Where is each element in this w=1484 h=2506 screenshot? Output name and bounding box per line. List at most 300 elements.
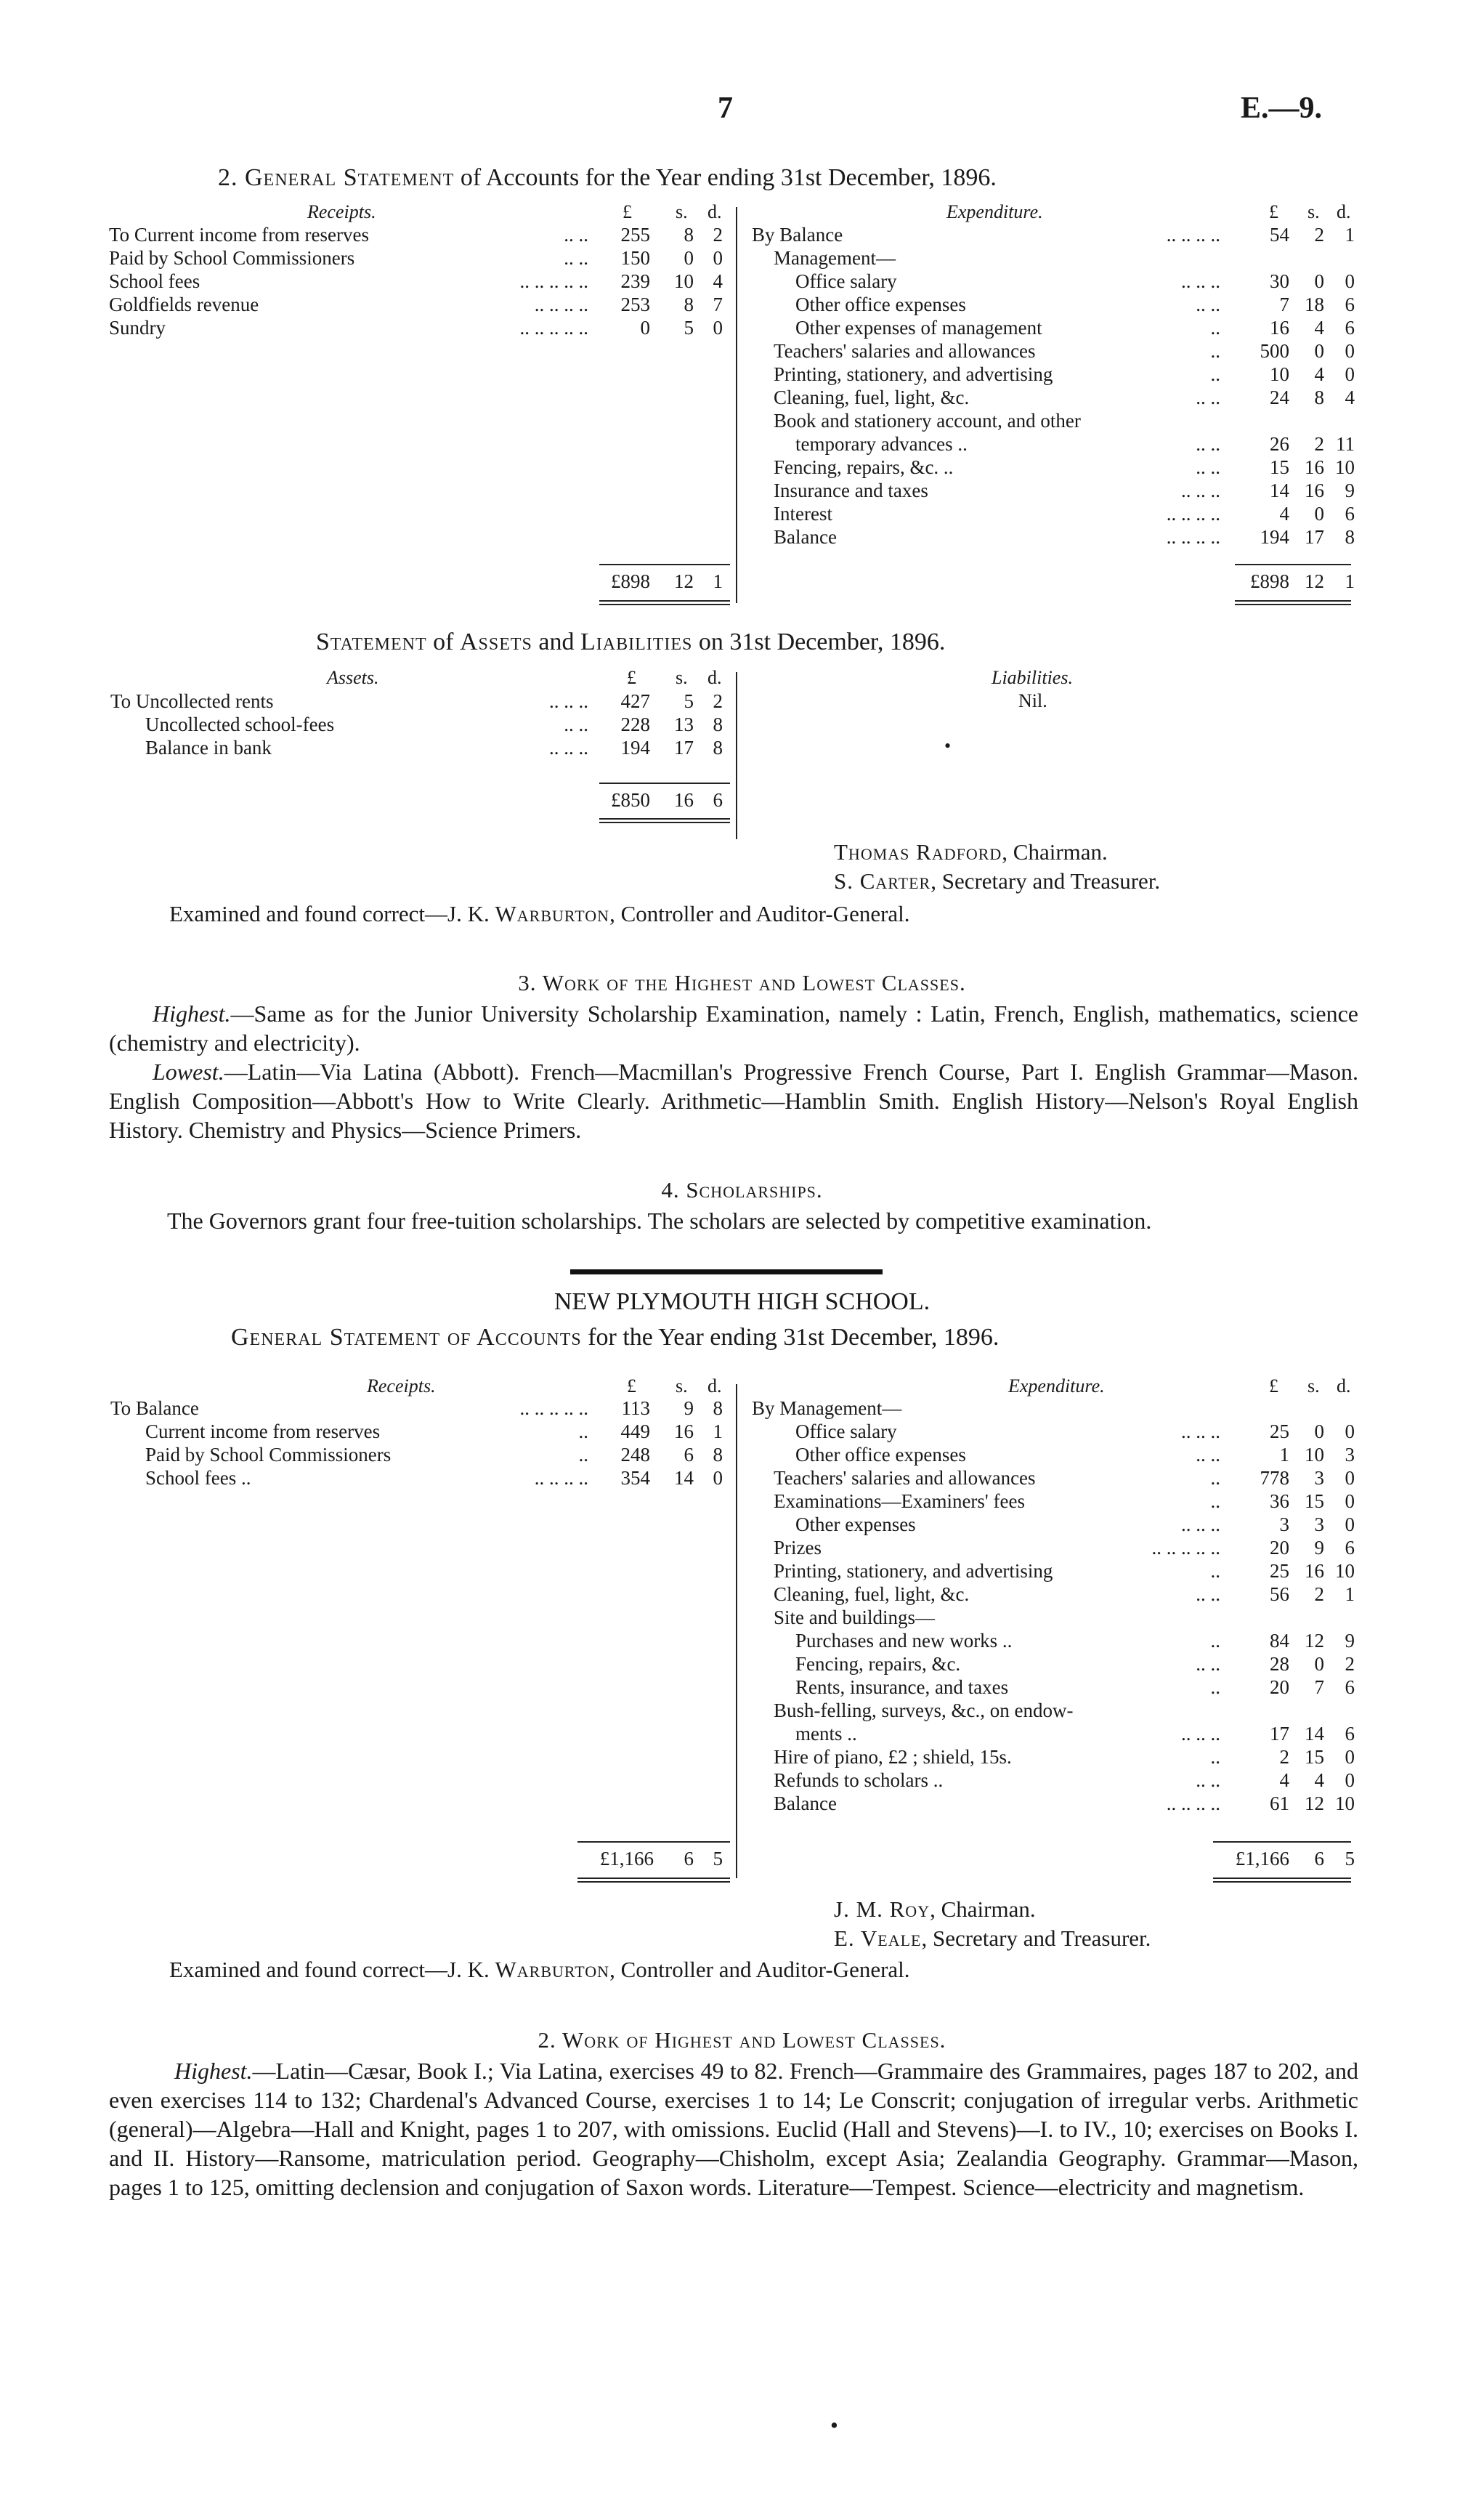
row-label: Paid by School Commissioners [109,247,355,269]
title-part: General Statement of Accounts [231,1324,582,1351]
amount-shillings: 5 [684,317,694,339]
amount-pence: 6 [1345,294,1355,315]
liabilities-value: Nil. [1018,690,1047,711]
currency-pound: £ [627,1375,636,1397]
amount-shillings: 6 [684,1444,694,1466]
leader-dots: .. [1210,1490,1220,1512]
amount-pounds: 56 [1270,1583,1289,1605]
amount-shillings: 17 [674,737,694,759]
amount-shillings: 8 [684,294,694,315]
amount-shillings: 10 [1305,1444,1324,1466]
column-divider [736,672,737,839]
expenditure-heading: Expenditure. [946,201,1043,222]
row-label: Examinations—Examiners' fees [774,1490,1026,1512]
amount-shillings: 4 [1314,317,1324,339]
row-label: Uncollected school-fees [145,714,335,735]
row-label: Sundry [109,317,166,339]
amount-shillings: 8 [684,224,694,246]
amount-pounds: 150 [620,247,650,269]
secretary-name: E. Veale [834,1925,922,1951]
total-pence: 1 [713,570,723,592]
amount-pounds: 3 [1279,1513,1289,1535]
amount-shillings: 4 [1314,1769,1324,1791]
amount-pence: 0 [713,1467,723,1489]
amount-shillings: 2 [1314,224,1324,246]
title-part: for the Year ending 31st December, 1896. [588,1324,1000,1351]
leader-dots: .. .. [1196,433,1220,455]
amount-shillings: 5 [684,690,694,712]
leader-dots: .. .. .. [1181,1513,1220,1535]
leader-dots: .. .. .. .. [1166,503,1220,525]
total-rule [599,564,730,565]
row-label: Printing, stationery, and advertising [774,1560,1053,1582]
section-title: 4. Scholarships. [661,1177,823,1203]
amount-pounds: 4 [1279,503,1289,525]
amount-shillings: 3 [1314,1467,1324,1489]
amount-shillings: 17 [1305,526,1324,548]
lowest-paragraph [109,1057,1358,1144]
row-label: Balance [774,526,837,548]
row-label: Balance [774,1792,837,1814]
currency-pound: £ [1269,1375,1278,1397]
total-pounds: £850 [611,789,650,811]
row-label: Goldfields revenue [109,294,259,315]
leader-dots: .. .. .. [1181,270,1220,292]
amount-pence: 0 [1345,340,1355,362]
amount-pounds: 54 [1270,224,1289,246]
leader-dots: .. .. .. .. .. [1151,1537,1220,1559]
row-label: Office salary [795,270,897,292]
amount-pence: 0 [713,317,723,339]
stray-dot: • [944,735,952,756]
footer-mark: • [830,2412,838,2438]
document-code: E.—9. [1241,92,1323,125]
total-shillings: 6 [684,1848,694,1870]
total-shillings: 16 [674,789,694,811]
assets-heading: Assets. [327,667,379,688]
amount-pence: 6 [1345,1723,1355,1745]
auditor-name: Warburton [495,901,610,926]
row-label: Bush-felling, surveys, &c., on endow- [774,1699,1074,1721]
amount-pounds: 26 [1270,433,1289,455]
leader-dots: .. .. .. [1181,1723,1220,1745]
row-label: By Balance [752,224,843,246]
row-label: School fees .. [145,1467,251,1489]
auditor-prefix: Examined and found correct—J. K. [169,1957,490,1982]
leader-dots: .. .. .. [549,690,588,712]
amount-pounds: 778 [1260,1467,1289,1489]
currency-pence: d. [1337,201,1351,222]
section-title [231,1324,999,1351]
auditor-note [169,901,910,927]
auditor-suffix: , Controller and Auditor-General. [609,1957,910,1982]
amount-pence: 0 [713,247,723,269]
amount-pounds: 20 [1270,1537,1289,1559]
amount-shillings: 7 [1314,1676,1324,1698]
row-label: To Balance [110,1397,199,1419]
currency-shilling: s. [676,201,688,222]
total-rule [577,1841,730,1843]
currency-pound: £ [1269,201,1278,222]
amount-pence: 0 [1345,1467,1355,1489]
leader-dots: .. [1210,1467,1220,1489]
amount-pounds: 194 [1260,526,1289,548]
amount-pounds: 17 [1270,1723,1289,1745]
double-rule [1235,600,1351,605]
amount-pence: 6 [1345,503,1355,525]
amount-pence: 8 [713,1444,723,1466]
currency-pence: d. [707,667,722,688]
total-pence: 6 [713,789,723,811]
double-rule [577,1878,730,1883]
amount-pounds: 255 [620,224,650,246]
amount-shillings: 16 [1305,480,1324,501]
row-label: Office salary [795,1420,897,1442]
secretary-name: S. Carter [834,868,931,894]
row-label: Current income from reserves [145,1420,381,1442]
total-pounds: £898 [1250,570,1289,592]
amount-shillings: 0 [1314,1420,1324,1442]
total-pounds: £1,166 [1235,1848,1289,1870]
currency-pound: £ [623,201,632,222]
amount-pounds: 25 [1270,1560,1289,1582]
chairman-name: Thomas Radford [834,839,1002,865]
highest-paragraph [109,2056,1358,2202]
amount-shillings: 12 [1305,1630,1324,1652]
amount-pence: 9 [1345,480,1355,501]
amount-pounds: 24 [1270,387,1289,408]
auditor-name: Warburton [495,1957,610,1982]
amount-shillings: 18 [1305,294,1324,315]
total-shillings: 12 [674,570,694,592]
school-heading: NEW PLYMOUTH HIGH SCHOOL. [554,1288,930,1315]
amount-pounds: 4 [1279,1769,1289,1791]
paragraph-text: —Same as for the Junior University Scholarship Examination, namely : Latin, French, English, mathematics, science (chemistry and electricity). [109,1001,1358,1056]
chairman-role: , Chairman. [1002,839,1108,865]
row-label: Other office expenses [795,1444,966,1466]
amount-pence: 2 [713,224,723,246]
leader-dots: .. .. .. .. .. [519,317,588,339]
section-separator [570,1269,883,1274]
leader-dots: .. .. .. .. [1166,224,1220,246]
amount-pence: 8 [1345,526,1355,548]
leader-dots: .. .. .. .. [534,1467,588,1489]
total-pence: 1 [1345,570,1355,592]
paragraph-label: Highest. [174,2058,253,2084]
receipts-heading: Receipts. [367,1375,436,1397]
row-label: Fencing, repairs, &c. .. [774,456,954,478]
amount-pence: 8 [713,714,723,735]
leader-dots: .. .. [1196,1769,1220,1791]
amount-pence: 6 [1345,317,1355,339]
amount-shillings: 0 [1314,503,1324,525]
row-label: Printing, stationery, and advertising [774,363,1053,385]
leader-dots: .. [1210,340,1220,362]
chairman-role: , Chairman. [930,1896,1036,1922]
amount-pence: 6 [1345,1676,1355,1698]
leader-dots: .. .. .. [1181,1420,1220,1442]
secretary-signature [834,1925,1151,1952]
secretary-role: , Secretary and Treasurer. [930,868,1161,894]
amount-pence: 7 [713,294,723,315]
row-label: Insurance and taxes [774,480,928,501]
row-label: Book and stationery account, and other [774,410,1081,432]
leader-dots: .. .. [1196,294,1220,315]
amount-pence: 6 [1345,1537,1355,1559]
leader-dots: .. .. [1196,387,1220,408]
amount-pence: 0 [1345,1513,1355,1535]
amount-pounds: 10 [1270,363,1289,385]
column-divider [736,207,737,603]
currency-shilling: s. [676,1375,688,1397]
row-label: Interest [774,503,832,525]
currency-shilling: s. [1307,201,1320,222]
amount-shillings: 16 [1305,456,1324,478]
title-part: Liabilities [580,628,693,655]
row-label: Other office expenses [795,294,966,315]
section-title: 2. Work of Highest and Lowest Classes. [538,2027,946,2053]
leader-dots: .. .. .. .. .. [519,1397,588,1419]
amount-pence: 4 [1345,387,1355,408]
secretary-signature [834,868,1160,894]
amount-shillings: 15 [1305,1746,1324,1768]
leader-dots: .. .. [564,714,588,735]
row-label: Site and buildings— [774,1606,935,1628]
amount-pounds: 248 [620,1444,650,1466]
section-title: 3. Work of the Highest and Lowest Classes. [518,970,966,995]
row-label: Balance in bank [145,737,272,759]
amount-pence: 1 [713,1420,723,1442]
amount-pounds: 20 [1270,1676,1289,1698]
amount-pence: 3 [1345,1444,1355,1466]
auditor-note [169,1957,910,1983]
amount-shillings: 3 [1314,1513,1324,1535]
amount-shillings: 2 [1314,433,1324,455]
amount-pounds: 7 [1279,294,1289,315]
total-shillings: 12 [1305,570,1324,592]
amount-shillings: 16 [674,1420,694,1442]
row-label: Other expenses of management [795,317,1042,339]
amount-pounds: 16 [1270,317,1289,339]
liabilities-heading: Liabilities. [992,667,1073,688]
row-label: Paid by School Commissioners [145,1444,392,1466]
total-pounds: £1,166 [599,1848,654,1870]
row-label: Hire of piano, £2 ; shield, 15s. [774,1746,1012,1768]
amount-shillings: 12 [1305,1792,1324,1814]
row-label: Refunds to scholars .. [774,1769,944,1791]
amount-shillings: 9 [1314,1537,1324,1559]
amount-pence: 0 [1345,270,1355,292]
amount-pence: 0 [1345,1490,1355,1512]
title-part: of Accounts for the Year ending 31st December, 1896. [460,164,997,191]
secretary-role: , Secretary and Treasurer. [921,1925,1151,1951]
page-number: 7 [718,92,733,125]
amount-pence: 9 [1345,1630,1355,1652]
amount-shillings: 0 [1314,270,1324,292]
total-pounds: £898 [611,570,650,592]
row-label: To Current income from reserves [109,224,369,246]
row-label: Cleaning, fuel, light, &c. [774,387,970,408]
amount-pence: 11 [1336,433,1355,455]
amount-pence: 1 [1345,224,1355,246]
amount-pounds: 36 [1270,1490,1289,1512]
highest-paragraph [109,999,1358,1057]
title-part: and [538,628,575,655]
paragraph-label: Highest. [153,1001,231,1027]
leader-dots: .. [1210,363,1220,385]
auditor-suffix: , Controller and Auditor-General. [609,901,910,926]
total-pence: 5 [1345,1848,1355,1870]
leader-dots: .. [1210,1560,1220,1582]
amount-shillings: 16 [1305,1560,1324,1582]
amount-pounds: 1 [1279,1444,1289,1466]
amount-pounds: 354 [620,1467,650,1489]
row-label: Prizes [774,1537,822,1559]
amount-pence: 0 [1345,363,1355,385]
amount-shillings: 15 [1305,1490,1324,1512]
amount-pounds: 194 [620,737,650,759]
chairman-name: J. M. Roy [834,1896,930,1922]
leader-dots: .. .. .. .. .. [519,270,588,292]
leader-dots: .. .. .. .. [1166,1792,1220,1814]
currency-pence: d. [1337,1375,1351,1397]
row-label: Rents, insurance, and taxes [795,1676,1009,1698]
paragraph-text: —Latin—Via Latina (Abbott). French—Macmillan's Progressive French Course, Part I. English Grammar—Mason. English Composition—Abbott's How to Write Clearly. Arithmetic—Hamblin Smith. English History—Nelson's Royal English History. Chemistry and Physics—Science Primers. [109,1059,1358,1143]
leader-dots: .. .. [1196,1444,1220,1466]
amount-shillings: 0 [1314,1653,1324,1675]
amount-pounds: 14 [1270,480,1289,501]
amount-pounds: 30 [1270,270,1289,292]
total-pence: 5 [713,1848,723,1870]
amount-pounds: 61 [1270,1792,1289,1814]
amount-pence: 8 [713,737,723,759]
leader-dots: .. [1210,1676,1220,1698]
amount-shillings: 0 [1314,340,1324,362]
total-rule [1235,564,1351,565]
section-title [218,164,997,192]
amount-pence: 0 [1345,1420,1355,1442]
leader-dots: .. [1210,317,1220,339]
leader-dots: .. .. [564,247,588,269]
amount-pounds: 253 [620,294,650,315]
amount-pounds: 25 [1270,1420,1289,1442]
amount-pounds: 113 [621,1397,650,1419]
receipts-heading: Receipts. [307,201,376,222]
amount-pence: 10 [1335,1792,1355,1814]
row-label: Teachers' salaries and allowances [774,1467,1036,1489]
total-rule [1213,1841,1351,1843]
currency-pound: £ [627,667,636,688]
currency-pence: d. [707,1375,722,1397]
row-label: temporary advances .. [795,433,968,455]
row-label: Purchases and new works .. [795,1630,1013,1652]
row-label: School fees [109,270,200,292]
amount-shillings: 4 [1314,363,1324,385]
row-label: ments .. [795,1723,857,1745]
amount-pence: 8 [713,1397,723,1419]
row-label: Management— [774,247,896,269]
leader-dots: .. .. .. [549,737,588,759]
amount-pounds: 239 [620,270,650,292]
chairman-signature [834,1896,1036,1923]
amount-pounds: 500 [1260,340,1289,362]
amount-pence: 0 [1345,1769,1355,1791]
row-label: Fencing, repairs, &c. [795,1653,961,1675]
amount-shillings: 8 [1314,387,1324,408]
double-rule [599,600,730,605]
amount-pounds: 449 [620,1420,650,1442]
leader-dots: .. [1210,1746,1220,1768]
title-part: Assets [459,628,532,655]
leader-dots: .. [578,1444,588,1466]
leader-dots: .. .. [1196,1653,1220,1675]
amount-shillings: 14 [1305,1723,1324,1745]
amount-pounds: 427 [620,690,650,712]
amount-pounds: 28 [1270,1653,1289,1675]
auditor-prefix: Examined and found correct—J. K. [169,901,490,926]
leader-dots: .. [578,1420,588,1442]
double-rule [1213,1878,1351,1883]
leader-dots: .. .. [1196,456,1220,478]
amount-pence: 10 [1335,456,1355,478]
amount-pence: 2 [1345,1653,1355,1675]
double-rule [599,818,730,823]
leader-dots: .. .. [1196,1583,1220,1605]
amount-shillings: 0 [684,247,694,269]
expenditure-heading: Expenditure. [1008,1375,1105,1397]
amount-pence: 1 [1345,1583,1355,1605]
section-title [316,628,945,656]
paragraph-label: Lowest. [153,1059,224,1085]
amount-pounds: 2 [1279,1746,1289,1768]
currency-shilling: s. [676,667,688,688]
amount-pence: 0 [1345,1746,1355,1768]
total-rule [599,783,730,784]
paragraph-text: —Latin—Cæsar, Book I.; Via Latina, exercises 49 to 82. French—Grammaire des Grammaires, pages 187 to 202, and even exercises 114 to 132; Chardenal's Advanced Course, exercises 1 to 14; Le Conscrit; conjugation of irregular verbs. Arithmetic (general)—Algebra—Hall and Knight, pages 1 to 207, with omissions. Euclid (Hall and Stevens)—I. to IV., 10; exercises on Books I. and II. History—Ransome, matriculation period. Geography—Chisholm, except Asia; Zealandia Geography. Grammar—Mason, pages 1 to 125, omitting declension and conjugation of Saxon words. Literature—Tempest. Science—electricity and magnetism. [109,2058,1358,2200]
amount-pence: 4 [713,270,723,292]
leader-dots: .. .. .. .. [1166,526,1220,548]
scholarships-paragraph: The Governors grant four free-tuition scholarships. The scholars are selected by competitive examination. [167,1208,1152,1234]
total-shillings: 6 [1314,1848,1324,1870]
row-label: Teachers' salaries and allowances [774,340,1036,362]
row-label: Cleaning, fuel, light, &c. [774,1583,970,1605]
row-label: To Uncollected rents [110,690,274,712]
amount-pounds: 15 [1270,456,1289,478]
amount-shillings: 9 [684,1397,694,1419]
title-part: Statement [316,628,427,655]
title-part: of [433,628,454,655]
row-label: Other expenses [795,1513,916,1535]
amount-pence: 2 [713,690,723,712]
leader-dots: .. .. .. .. [534,294,588,315]
row-label: By Management— [752,1397,902,1419]
currency-pence: d. [707,201,722,222]
amount-pence: 10 [1335,1560,1355,1582]
chairman-signature [834,839,1108,865]
title-part: on 31st December, 1896. [698,628,946,655]
leader-dots: .. .. .. [1181,480,1220,501]
leader-dots: .. [1210,1630,1220,1652]
title-part: 2. General Statement [218,164,455,191]
amount-shillings: 10 [674,270,694,292]
amount-pounds: 228 [620,714,650,735]
amount-pounds: 0 [640,317,650,339]
amount-shillings: 14 [674,1467,694,1489]
currency-shilling: s. [1307,1375,1320,1397]
amount-shillings: 2 [1314,1583,1324,1605]
leader-dots: .. .. [564,224,588,246]
amount-pounds: 84 [1270,1630,1289,1652]
